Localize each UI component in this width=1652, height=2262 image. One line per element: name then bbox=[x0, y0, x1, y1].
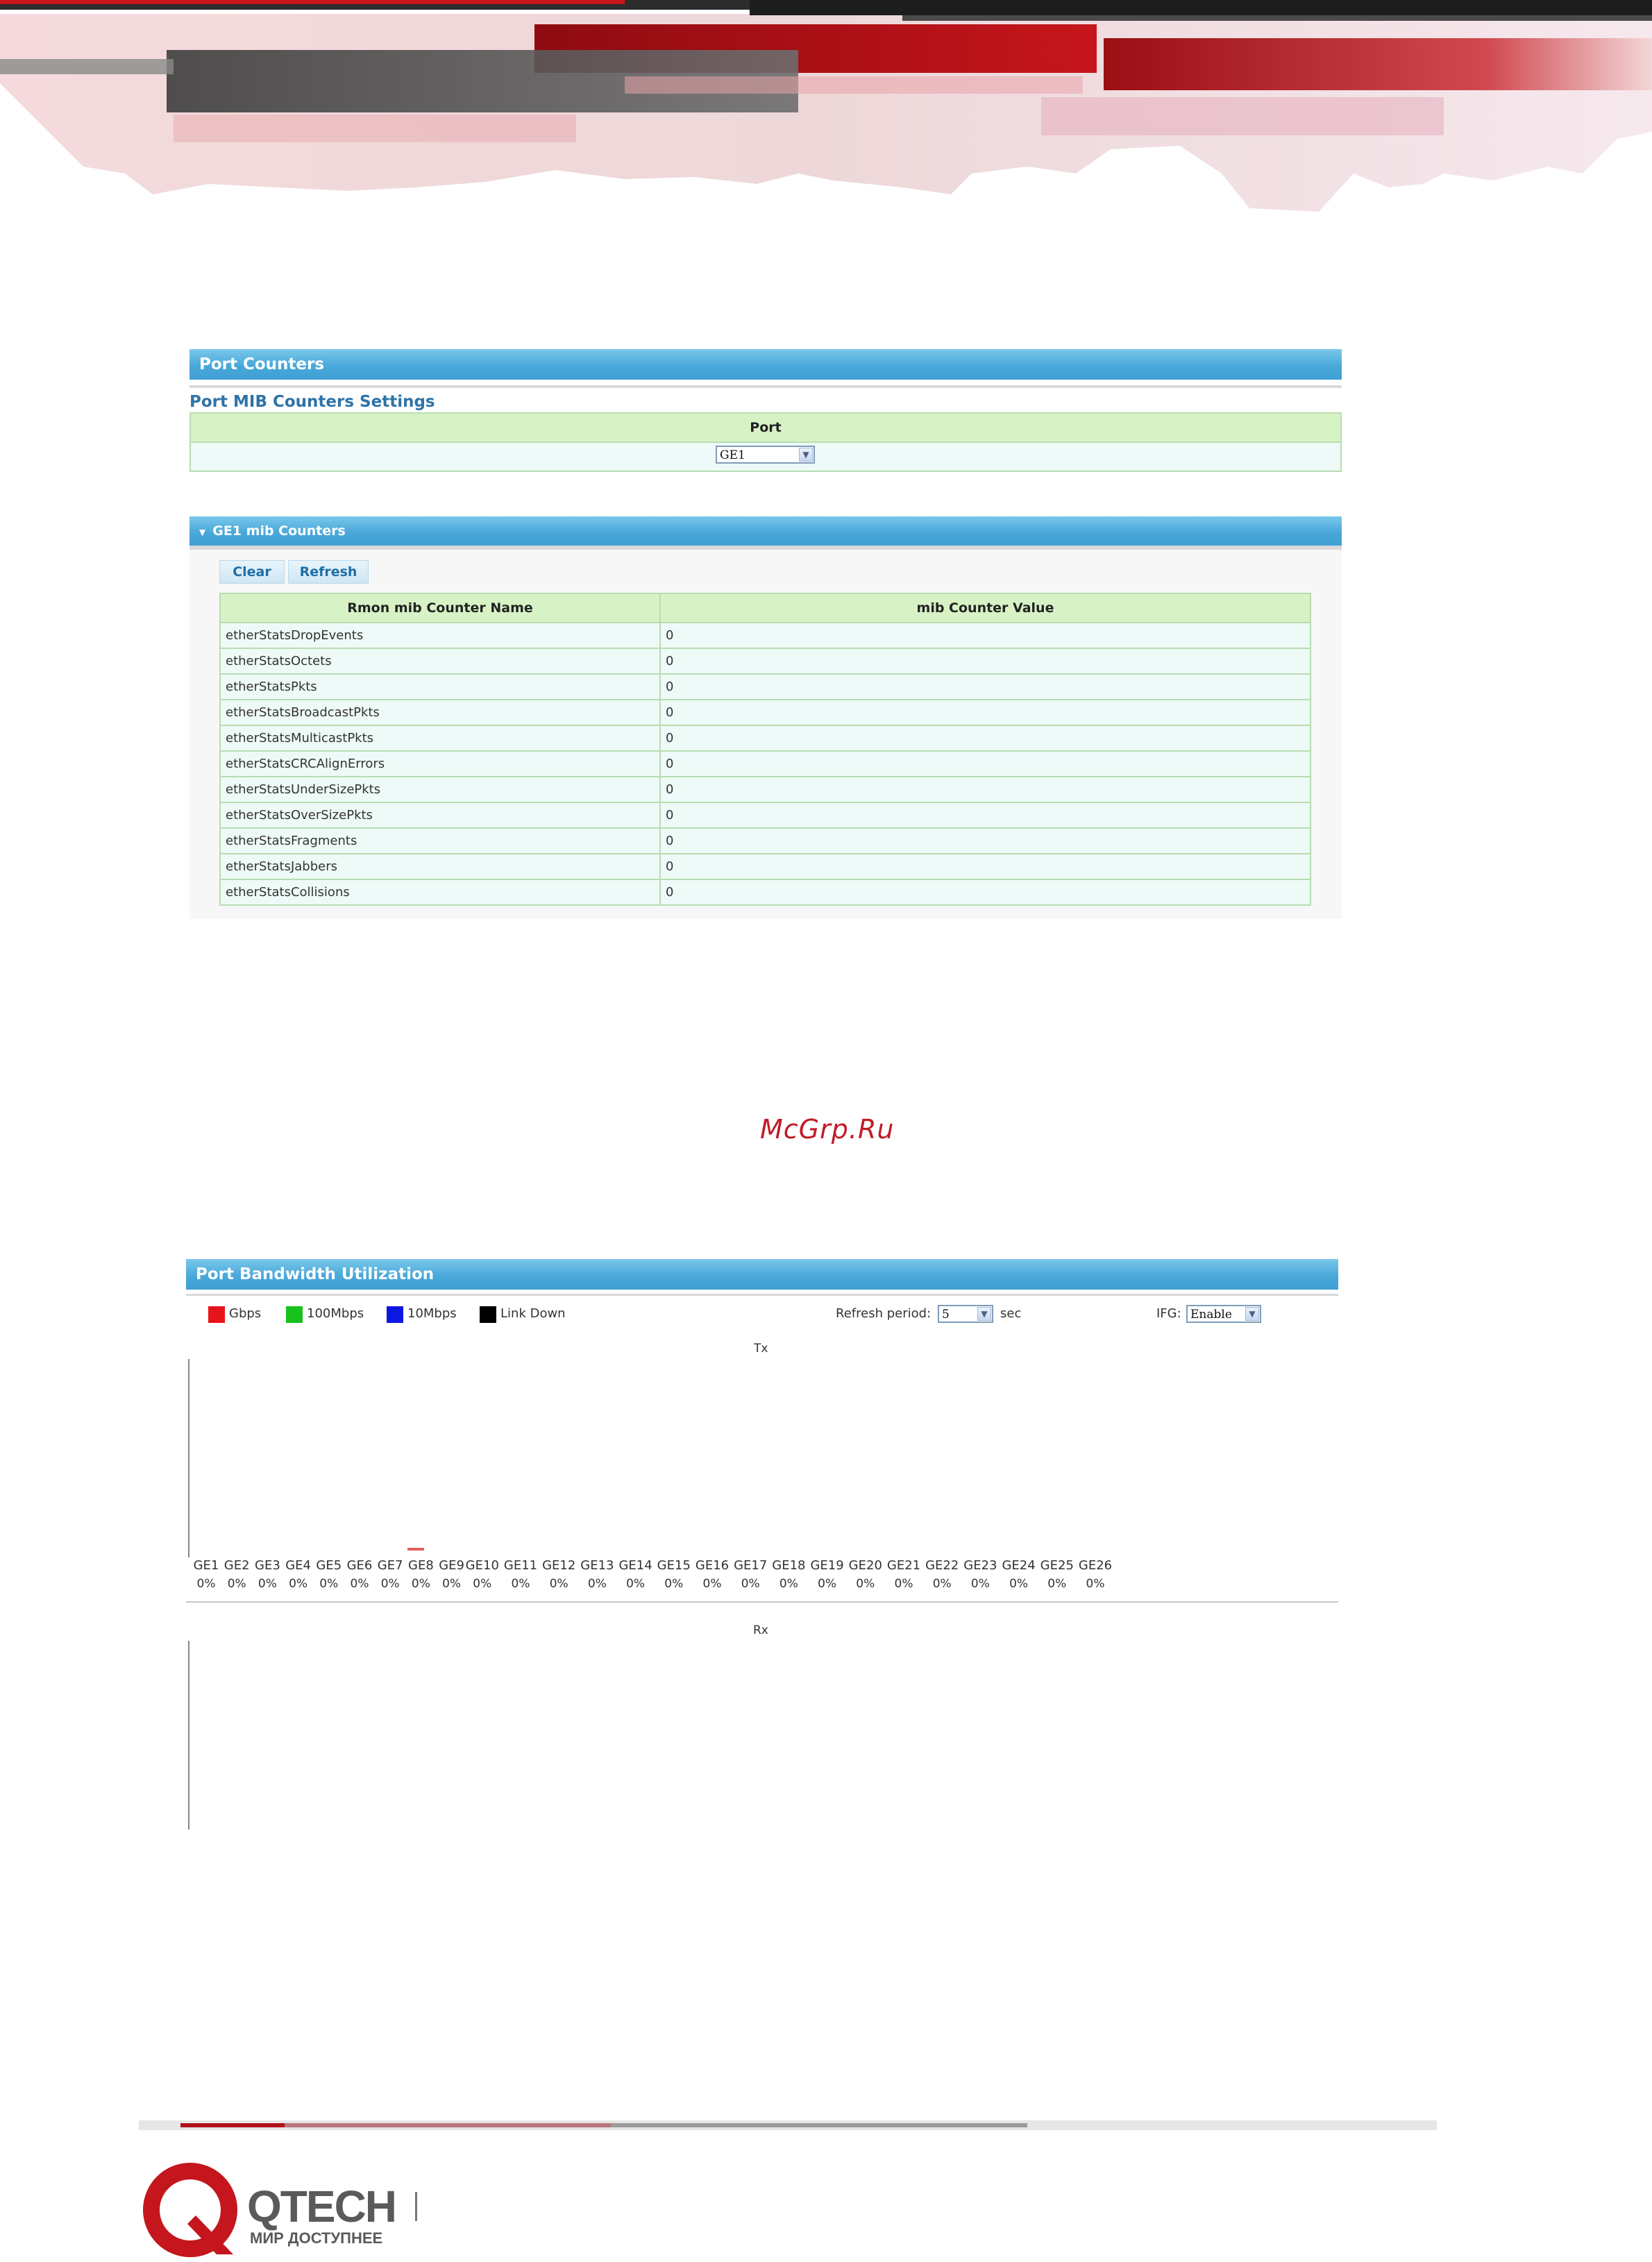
port-percent: 0% bbox=[380, 1577, 400, 1591]
refresh-period-select[interactable] bbox=[938, 1305, 993, 1323]
rx-chart-title: Rx bbox=[753, 1623, 768, 1637]
table-row bbox=[220, 648, 1310, 674]
port-label: GE9 bbox=[439, 1558, 464, 1573]
refresh-button[interactable]: Refresh bbox=[288, 560, 369, 584]
counter-value-cell: 0 bbox=[660, 725, 1310, 751]
table-row bbox=[220, 879, 1310, 905]
port-label: GE11 bbox=[503, 1558, 538, 1573]
brand-tagline: МИР ДОСТУПНЕЕ bbox=[250, 2229, 383, 2247]
table-row bbox=[220, 751, 1310, 777]
header-banner bbox=[0, 0, 1652, 215]
port-label: GE15 bbox=[657, 1558, 691, 1573]
legend-label: 100Mbps bbox=[307, 1306, 364, 1321]
port-percent: 0% bbox=[1086, 1577, 1105, 1591]
port-percent: 0% bbox=[818, 1577, 837, 1591]
port-select-value: GE1 bbox=[720, 448, 745, 462]
counter-name-cell: etherStatsDropEvents bbox=[220, 623, 660, 648]
port-label: GE19 bbox=[810, 1558, 844, 1573]
port-mib-settings-title: Port MIB Counters Settings bbox=[189, 393, 435, 411]
port-label: GE4 bbox=[285, 1558, 311, 1573]
legend-swatch bbox=[208, 1306, 225, 1323]
bandwidth-title: Port Bandwidth Utilization bbox=[196, 1265, 435, 1283]
tx-chart-title: Tx bbox=[754, 1342, 768, 1356]
port-percent: 0% bbox=[350, 1577, 369, 1591]
port-label: GE13 bbox=[580, 1558, 614, 1573]
counter-name-cell: etherStatsOctets bbox=[220, 648, 660, 674]
divider bbox=[189, 385, 1342, 388]
counter-name-cell: etherStatsMulticastPkts bbox=[220, 725, 660, 751]
refresh-period-label: Refresh period: bbox=[836, 1306, 932, 1321]
chevron-down-icon: ▼ bbox=[799, 448, 813, 462]
ifg-label: IFG: bbox=[1156, 1306, 1181, 1321]
column-header-counter-value: mib Counter Value bbox=[660, 593, 1310, 623]
refresh-unit-label: sec bbox=[1000, 1306, 1022, 1321]
counter-name-cell: etherStatsOverSizePkts bbox=[220, 802, 660, 828]
port-label: GE10 bbox=[465, 1558, 499, 1573]
table-row bbox=[220, 854, 1310, 879]
port-percent: 0% bbox=[702, 1577, 722, 1591]
counter-value-cell: 0 bbox=[660, 648, 1310, 674]
counter-value-cell: 0 bbox=[660, 751, 1310, 777]
port-label: GE23 bbox=[963, 1558, 997, 1573]
port-label: GE20 bbox=[848, 1558, 882, 1573]
footer-bar-segment bbox=[611, 2123, 1027, 2127]
table-row bbox=[220, 802, 1310, 828]
column-header-counter-name: Rmon mib Counter Name bbox=[220, 593, 660, 623]
port-label: GE16 bbox=[695, 1558, 730, 1573]
port-percent: 0% bbox=[970, 1577, 990, 1591]
counter-value-cell: 0 bbox=[660, 828, 1310, 854]
table-row bbox=[220, 828, 1310, 854]
chevron-down-icon: ▼ bbox=[1245, 1307, 1259, 1321]
port-label: GE21 bbox=[886, 1558, 921, 1573]
counter-name-cell: etherStatsUnderSizePkts bbox=[220, 777, 660, 802]
footer-separator bbox=[415, 2192, 417, 2221]
watermark-text: McGrp.Ru bbox=[760, 1114, 895, 1145]
mib-counters-title: GE1 mib Counters bbox=[212, 523, 346, 539]
legend-label: 10Mbps bbox=[407, 1306, 457, 1321]
port-percent: 0% bbox=[779, 1577, 798, 1591]
port-label: GE25 bbox=[1040, 1558, 1074, 1573]
port-percent: 0% bbox=[664, 1577, 684, 1591]
port-percent: 0% bbox=[196, 1577, 216, 1591]
port-label: GE5 bbox=[316, 1558, 342, 1573]
port-label: GE26 bbox=[1078, 1558, 1113, 1573]
legend-label: Link Down bbox=[500, 1306, 566, 1321]
port-percent: 0% bbox=[549, 1577, 568, 1591]
counter-name-cell: etherStatsCollisions bbox=[220, 879, 660, 905]
port-label: GE17 bbox=[734, 1558, 768, 1573]
counter-name-cell: etherStatsCRCAlignErrors bbox=[220, 751, 660, 777]
footer-bar bbox=[139, 2120, 1437, 2130]
port-label: GE3 bbox=[255, 1558, 280, 1573]
collapse-triangle-icon: ▼ bbox=[199, 527, 206, 537]
divider bbox=[186, 1601, 1338, 1603]
port-percent: 0% bbox=[258, 1577, 277, 1591]
chevron-down-icon: ▼ bbox=[977, 1307, 991, 1321]
mib-counters-panel bbox=[189, 516, 1342, 919]
refresh-period-value: 5 bbox=[942, 1308, 950, 1322]
clear-button[interactable]: Clear bbox=[219, 560, 285, 584]
counter-value-cell: 0 bbox=[660, 879, 1310, 905]
legend-swatch bbox=[480, 1306, 496, 1323]
legend-swatch bbox=[387, 1306, 403, 1323]
tx-y-axis bbox=[188, 1359, 189, 1558]
counter-value-cell: 0 bbox=[660, 700, 1310, 725]
mib-counters-body bbox=[220, 623, 1310, 905]
counter-value-cell: 0 bbox=[660, 674, 1310, 700]
port-percent: 0% bbox=[1047, 1577, 1067, 1591]
port-label: GE8 bbox=[408, 1558, 434, 1573]
port-counters-header bbox=[189, 349, 1342, 380]
counter-name-cell: etherStatsBroadcastPkts bbox=[220, 700, 660, 725]
bandwidth-header bbox=[186, 1259, 1338, 1290]
port-select[interactable] bbox=[716, 446, 815, 464]
legend-swatch bbox=[286, 1306, 303, 1323]
counter-name-cell: etherStatsPkts bbox=[220, 674, 660, 700]
port-label: GE18 bbox=[772, 1558, 806, 1573]
counter-value-cell: 0 bbox=[660, 854, 1310, 879]
table-row bbox=[220, 777, 1310, 802]
port-percent: 0% bbox=[227, 1577, 246, 1591]
port-percent: 0% bbox=[856, 1577, 875, 1591]
table-row bbox=[220, 725, 1310, 751]
table-row bbox=[220, 700, 1310, 725]
header-decoration bbox=[0, 0, 1652, 215]
counter-value-cell: 0 bbox=[660, 777, 1310, 802]
port-percent: 0% bbox=[411, 1577, 430, 1591]
legend-label: Gbps bbox=[229, 1306, 262, 1321]
port-percent: 0% bbox=[289, 1577, 308, 1591]
port-percent: 0% bbox=[626, 1577, 646, 1591]
tx-bar-marker bbox=[407, 1548, 424, 1551]
port-percent: 0% bbox=[741, 1577, 760, 1591]
brand-name: QTECH bbox=[247, 2181, 396, 2231]
ifg-value: Enable bbox=[1190, 1308, 1232, 1322]
divider bbox=[186, 1294, 1338, 1296]
port-label: GE6 bbox=[346, 1558, 373, 1573]
mib-counters-header[interactable] bbox=[189, 516, 1342, 546]
table-row bbox=[220, 674, 1310, 700]
port-percent: 0% bbox=[511, 1577, 530, 1591]
port-percent: 0% bbox=[442, 1577, 462, 1591]
qtech-logo-icon bbox=[142, 2161, 239, 2259]
port-percent: 0% bbox=[932, 1577, 952, 1591]
port-percent: 0% bbox=[587, 1577, 607, 1591]
table-row bbox=[220, 623, 1310, 648]
port-label: GE1 bbox=[193, 1558, 219, 1573]
counter-value-cell: 0 bbox=[660, 802, 1310, 828]
port-counters-title: Port Counters bbox=[199, 355, 325, 373]
port-percent: 0% bbox=[319, 1577, 339, 1591]
port-percent: 0% bbox=[473, 1577, 492, 1591]
footer-bar-segment bbox=[285, 2123, 611, 2127]
port-column-header: Port bbox=[190, 413, 1341, 442]
port-label: GE7 bbox=[377, 1558, 403, 1573]
counter-value-cell: 0 bbox=[660, 623, 1310, 648]
ifg-select[interactable] bbox=[1186, 1305, 1261, 1323]
footer-bar-accent bbox=[180, 2123, 285, 2127]
mib-counters-table bbox=[219, 593, 1311, 906]
counter-name-cell: etherStatsFragments bbox=[220, 828, 660, 854]
port-label: GE12 bbox=[542, 1558, 576, 1573]
port-label: GE24 bbox=[1002, 1558, 1036, 1573]
port-label: GE2 bbox=[224, 1558, 250, 1573]
rx-y-axis bbox=[188, 1641, 189, 1830]
divider bbox=[189, 546, 1342, 550]
counter-name-cell: etherStatsJabbers bbox=[220, 854, 660, 879]
port-percent: 0% bbox=[1009, 1577, 1029, 1591]
port-label: GE14 bbox=[618, 1558, 652, 1573]
port-percent: 0% bbox=[894, 1577, 913, 1591]
port-label: GE22 bbox=[925, 1558, 959, 1573]
